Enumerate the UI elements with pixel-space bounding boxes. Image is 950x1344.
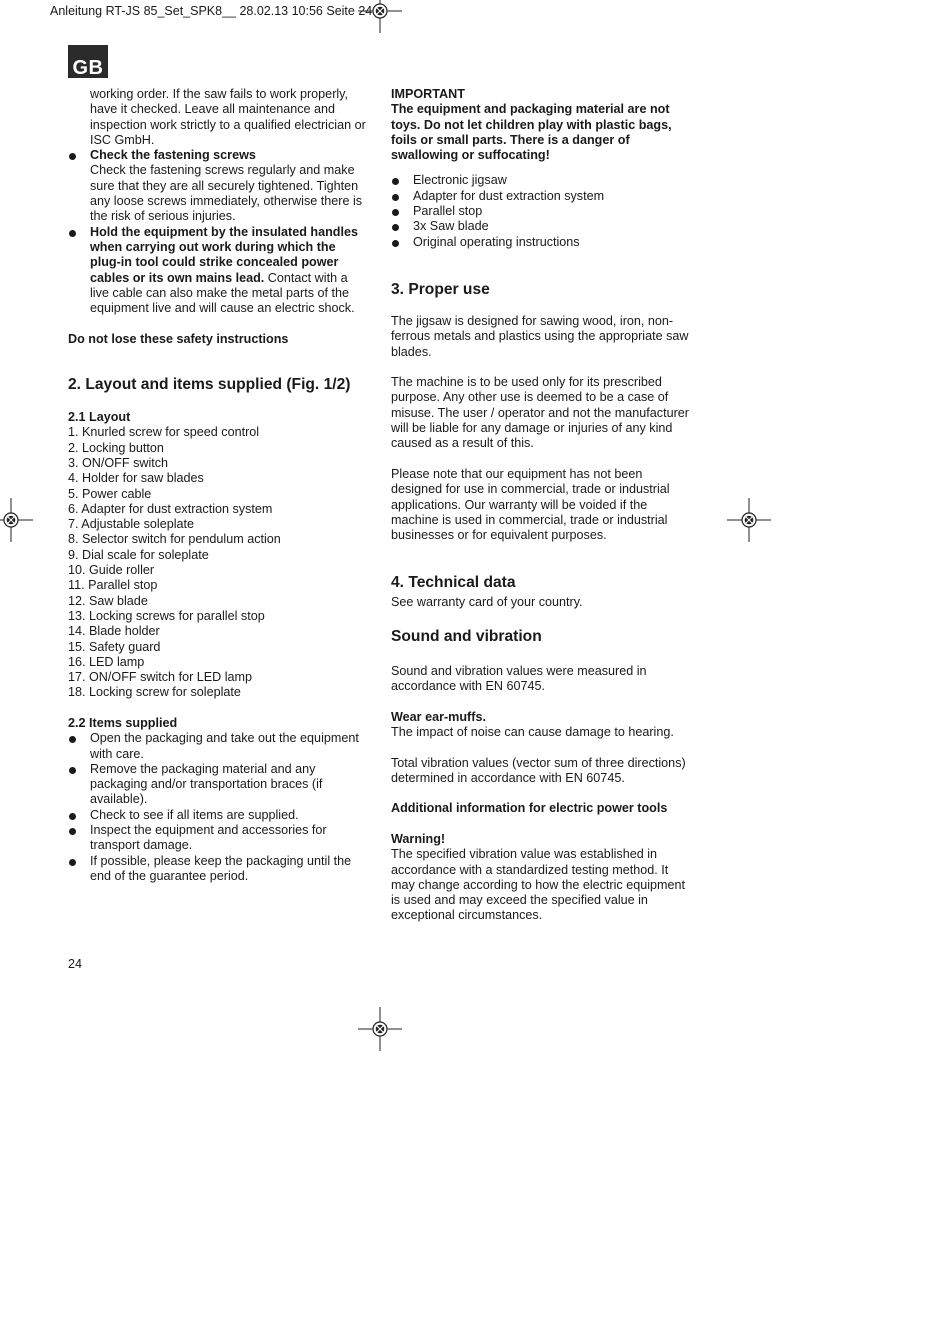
layout-list xyxy=(68,425,368,700)
fastening-title: Check the fastening screws xyxy=(90,148,256,163)
list-item: 5. Power cable xyxy=(68,486,152,501)
list-item-text: 3x Saw blade xyxy=(413,219,489,234)
registration-mark-icon xyxy=(358,0,402,33)
keep-instructions-note: Do not lose these safety instructions xyxy=(68,331,289,346)
sound-vibration-text: Sound and vibration values were measured in accordance with EN 60745. xyxy=(391,663,647,694)
bullet-icon xyxy=(392,178,399,185)
list-item xyxy=(391,219,695,234)
bullet-icon xyxy=(69,230,76,237)
continuation-paragraph: working order. If the saw fails to work properly, have it checked. Leave all maintenance and inspection work strictly to a qualified electrician or ISC GmbH. xyxy=(90,87,366,147)
list-item-text: Open the packaging and take out the equipment with care. xyxy=(90,731,359,761)
list-item xyxy=(391,204,695,219)
vibration-text: Total vibration values (vector sum of three directions) determined in accordance with EN 60745. xyxy=(391,755,686,785)
list-item: 11. Parallel stop xyxy=(68,578,158,593)
list-item: 14. Blade holder xyxy=(68,624,160,639)
insulated-handles-bullet xyxy=(68,225,368,317)
list-item xyxy=(391,189,695,204)
left-column xyxy=(68,87,368,884)
list-item: 15. Safety guard xyxy=(68,639,161,654)
list-item: 6. Adapter for dust extraction system xyxy=(68,501,273,516)
proper-use-paragraph: The machine is to be used only for its prescribed purpose. Any other use is deemed to be a case of misuse. The user / operator and not the manufacturer will be liable for any damage or injuries of any kind caused as a result of this. xyxy=(391,375,689,451)
list-item: 9. Dial scale for soleplate xyxy=(68,547,209,562)
language-badge: GB xyxy=(68,45,108,78)
insulated-handles-paragraph xyxy=(90,225,368,317)
list-item: 8. Selector switch for pendulum action xyxy=(68,532,281,547)
list-item-text: Check to see if all items are supplied. xyxy=(90,807,299,822)
list-item: 16. LED lamp xyxy=(68,654,145,669)
fastening-body: Check the fastening screws regularly and make sure that they are all securely tightened. Tighten any loose screws immediately, otherwise there is the risk of serious injuries. xyxy=(90,163,363,224)
bullet-icon xyxy=(69,813,76,820)
list-item xyxy=(391,235,695,250)
earmuffs-text: The impact of noise can cause damage to hearing. xyxy=(391,724,674,739)
list-item xyxy=(391,173,695,188)
list-item: 1. Knurled screw for speed control xyxy=(68,425,260,440)
bullet-icon xyxy=(69,859,76,866)
section-2-title: 2. Layout and items supplied (Fig. 1/2) xyxy=(68,376,351,394)
bullet-icon xyxy=(69,767,76,774)
layout-heading: 2.1 Layout xyxy=(68,410,131,425)
bullet-icon xyxy=(69,736,76,743)
bullet-icon xyxy=(392,240,399,247)
bullet-icon xyxy=(392,209,399,216)
list-item: 13. Locking screws for parallel stop xyxy=(68,608,265,623)
list-item: 10. Guide roller xyxy=(68,563,155,578)
file-slug: Anleitung RT-JS 85_Set_SPK8__ 28.02.13 10:56 Seite 24 xyxy=(50,4,373,18)
bullet-icon xyxy=(69,153,76,160)
warning-text: The specified vibration value was established in accordance with a standardized testing method. It may change according to how the electric equipment is used and may exceed the specified value in exceptional circumstances. xyxy=(391,847,686,923)
bullet-icon xyxy=(392,224,399,231)
list-item: 3. ON/OFF switch xyxy=(68,455,169,470)
warning-title: Warning! xyxy=(391,831,446,846)
registration-mark-icon xyxy=(727,498,771,542)
section-3-title: 3. Proper use xyxy=(391,280,490,298)
registration-mark-icon xyxy=(358,1007,402,1051)
list-item xyxy=(68,854,368,885)
list-item xyxy=(68,823,368,854)
list-item-text: If possible, please keep the packaging until the end of the guarantee period. xyxy=(90,853,352,883)
proper-use-paragraph: The jigsaw is designed for sawing wood, iron, non-ferrous metals and plastics using the appropriate saw blades. xyxy=(391,313,689,359)
list-item-text: Inspect the equipment and accessories for transport damage. xyxy=(90,823,327,853)
list-item-text: Remove the packaging material and any packaging and/or transportation braces (if available). xyxy=(90,761,323,807)
important-body: The equipment and packaging material are not toys. Do not let children play with plastic bags, foils or small parts. There is a danger of swallowing or suffocating! xyxy=(391,102,672,163)
proper-use-paragraph: Please note that our equipment has not been designed for use in commercial, trade or industrial applications. Our warranty will be voided if the machine is used in commercial, trade or industrial businesses or for equivalent purposes. xyxy=(391,466,670,543)
list-item: 7. Adjustable soleplate xyxy=(68,517,195,532)
insulated-handles-bold: Hold the equipment by the insulated handles when carrying out work during which the plug-in tool could strike concealed power cables or its own mains lead. xyxy=(90,224,358,285)
list-item-text: Adapter for dust extraction system xyxy=(413,188,605,203)
technical-data-text: See warranty card of your country. xyxy=(391,595,583,610)
page-number: 24 xyxy=(68,957,83,971)
bullet-icon xyxy=(69,828,76,835)
registration-mark-icon xyxy=(0,498,33,542)
section-4-title: 4. Technical data xyxy=(391,574,516,592)
list-item: 12. Saw blade xyxy=(68,593,148,608)
important-title: IMPORTANT xyxy=(391,87,465,101)
list-item: 2. Locking button xyxy=(68,440,164,455)
list-item: 18. Locking screw for soleplate xyxy=(68,685,241,700)
fastening-bullet xyxy=(68,148,368,224)
list-item-text: Original operating instructions xyxy=(413,234,580,249)
insulated-handles-text: Contact with a live cable can also make the metal parts of the equipment live and will cause an electric shock. xyxy=(90,270,355,316)
list-item xyxy=(68,731,368,762)
bullet-icon xyxy=(392,194,399,201)
list-item: 4. Holder for saw blades xyxy=(68,471,204,486)
list-item-text: Parallel stop xyxy=(413,204,483,219)
list-item: 17. ON/OFF switch for LED lamp xyxy=(68,670,253,685)
list-item xyxy=(68,762,368,808)
right-column xyxy=(391,87,695,924)
list-item-text: Electronic jigsaw xyxy=(413,173,507,188)
list-item xyxy=(68,808,368,823)
sound-vibration-title: Sound and vibration xyxy=(391,627,542,645)
additional-info-title: Additional information for electric power tools xyxy=(391,801,668,816)
earmuffs-title: Wear ear-muffs. xyxy=(391,709,486,724)
items-supplied-heading: 2.2 Items supplied xyxy=(68,715,178,730)
